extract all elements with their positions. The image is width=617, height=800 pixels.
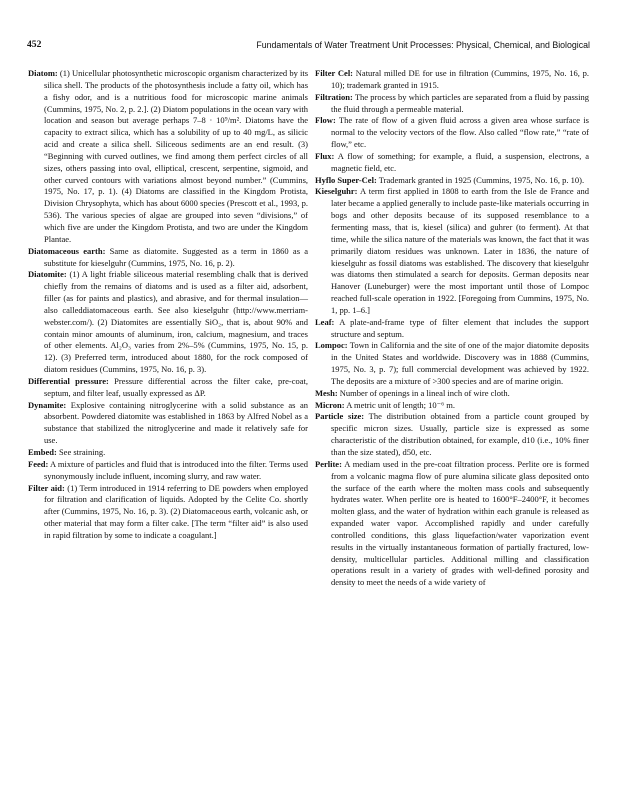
left-column <box>28 68 308 542</box>
glossary-definition: Town in California and the site of one of the major diatomite deposits in the United States and worldwide. Discovery was in 1888 (Cummins, 1975, No. 3, p. 7); full commercial development was achieved by 1922. The deposits are a mixture of >300 species and are of marine origin. <box>331 340 589 386</box>
glossary-definition: A mediam used in the pre-coat filtration process. Perlite ore is formed from a volcanic magma flow of pure alumina silicate glass deposited onto the surface of the earth where the molten mass cools and subsequently hydrates water. When perlite ore is heated to 1600°F–2400°F, it becomes molten glass, and the water of hydration within each granule is released as expanded water vapor. Accomplished rapidly and under carefully controlled conditions, this glass liquefaction/water vaporization event results in the virtually instantaneous formation of partially fractured, low-density, multicellular particles. Additional milling and classification operations result in a variety of grades with well-defined porosity and density to meet the needs of a wide variety of <box>331 458 589 588</box>
glossary-entry <box>28 376 308 400</box>
glossary-entry <box>28 459 308 483</box>
glossary-definition: The process by which particles are separated from a fluid by passing the fluid through a permeable material. <box>331 91 589 114</box>
glossary-definition: The rate of flow of a given fluid across a given area whose surface is normal to the velocity vectors of the flow. Also called “flow rate,” “rate of flow,” etc. <box>331 115 589 150</box>
glossary-term: Hyflo Super-Cel: <box>315 174 377 185</box>
glossary-term: Leaf: <box>315 316 335 327</box>
glossary-entry <box>315 411 589 458</box>
glossary-entry <box>315 400 589 412</box>
glossary-entry <box>315 175 589 187</box>
glossary-term: Diatomaceous earth: <box>28 245 106 256</box>
glossary-term: Embed: <box>28 447 57 457</box>
glossary-definition: Same as diatomite. Suggested as a term in 1860 as a substitute for kieselguhr (Cummins, 1975, No. 16, p. 2). <box>44 245 309 268</box>
glossary-entry <box>315 68 589 92</box>
glossary-entry <box>28 246 308 270</box>
glossary-definition: A flow of something; for example, a fluid, a suspension, electrons, a magnetic field, etc. <box>331 150 590 173</box>
glossary-definition: A mixture of particles and fluid that is introduced into the filter. Terms used synonymously include influent, incoming slurry, and raw water. <box>44 458 308 481</box>
glossary-term: Feed: <box>28 458 49 469</box>
glossary-term: Mesh: <box>315 387 338 398</box>
glossary-entry <box>315 388 589 400</box>
glossary-entry <box>28 400 308 447</box>
glossary-term: Lompoc: <box>315 340 348 351</box>
glossary-term: Flux: <box>315 150 335 161</box>
glossary-term: Particle size: <box>315 411 365 422</box>
glossary-definition: Explosive containing nitroglycerine with a solid substance as an absorbent. Powdered diatomite was established in 1863 by Alfred Nobel as a substance that stabilized the nitroglycerine and made it relatively safe for use. <box>44 399 308 446</box>
glossary-term: Filtration: <box>315 91 353 102</box>
glossary-definition: Natural milled DE for use in filtration (Cummins, 1975, No. 16, p. 10); trademark granted in 1915. <box>331 68 589 90</box>
right-column <box>315 68 589 589</box>
glossary-entry <box>28 447 308 459</box>
glossary-definition: (1) A light friable siliceous material resembling chalk that is derived chiefly from the remains of diatoms and is used as a filter aid, adsorbent, filler (as for paints and plastics), and abrasive, and for thermal insulation—also calleddiatomaceous earth. See also kieselguhr (http://www.merriam-webster.com/). (2) Diatomites are essentially SiO₂, that is, about 90% and contain minor amounts of aluminum, iron, calcium, magnesium, and traces of other elements. Al₂O₃ varies from 2%–5% (Cummins, 1975, No. 15, p. 12). (3) Preferred term, introduced about 1880, for the rock composed of diatom residues (Cummins, 1975, No. 16, p. 3). <box>44 269 309 375</box>
glossary-entry <box>28 68 308 246</box>
glossary-term: Perlite: <box>315 458 342 469</box>
glossary-definition: The distribution obtained from a particle count grouped by specific micron sizes. Usually, particle size is expressed as some characteristic of the distribution obtained, for example, d10 (i.e., 10% finer than the size stated), d50, etc. <box>331 411 589 457</box>
glossary-entry <box>28 269 308 376</box>
glossary-term: Micron: <box>315 399 345 410</box>
glossary-entry <box>315 115 589 151</box>
running-head <box>27 38 590 52</box>
glossary-term: Differential pressure: <box>28 375 109 386</box>
glossary-term: Flow: <box>315 115 336 126</box>
glossary-definition: A metric unit of length; 10⁻⁶ m. <box>346 399 455 410</box>
glossary-term: Filter aid: <box>28 482 65 493</box>
glossary-entry <box>315 459 589 589</box>
glossary-entry <box>315 151 589 175</box>
glossary-entry <box>28 483 308 542</box>
glossary-term: Kieselguhr: <box>315 186 358 197</box>
glossary-term: Diatomite: <box>28 269 67 280</box>
glossary-term: Diatom: <box>28 68 58 78</box>
glossary-entry <box>315 186 589 316</box>
glossary-term: Dynamite: <box>28 399 67 410</box>
glossary-definition: Number of openings in a lineal inch of wire cloth. <box>339 387 510 398</box>
glossary-definition: A term first applied in 1808 to earth from the Isle de France and later became a applied generally to include paste-like materials occurring in bogs and other deposits because of its supposed resemblance to a fermenting mass, that is, kiesel (silica) and guhrer (to ferment). At that time, while the silica nature of the materials was known, the fact that it was primarily diatom residues was unknown. Later in 1836, the nature of kieselguhr as fossil diatoms was established. The discovery that kieselguhr was diatoms then stimulated a search for deposits. German deposits near Hanover (Luneburger) were the most important until those of Lompoc reached full-scale operation in 1922. [Foregoing from Cummins, 1975, No. 1, pp. 1–6.] <box>331 186 589 315</box>
glossary-definition: Trademark granted in 1925 (Cummins, 1975, No. 16, p. 10). <box>378 174 585 185</box>
glossary-entry <box>315 317 589 341</box>
glossary-term: Filter Cel: <box>315 68 354 78</box>
glossary-entry <box>315 340 589 387</box>
page-number: 452 <box>27 39 42 50</box>
glossary-definition: (1) Unicellular photosynthetic microscopic organism characterized by its silica shell. The products of the photosynthesis include a fatty oil, which has a fishy odor, and is a nutritious food for microscopic marine animals (Cummins, 1975, No. 2, p. 2.]. (2) Diatom populations in the ocean vary with location and season but average perhaps 7–8 · 10⁹/m². Diatoms have the capacity to extract silica, which has a solubility of up to 40 mg/L, as silicic acid and create a silica shell. Siliceous sediments are an end result. (3) “Beginning with curved outlines, we find among them perfect circles of all sizes, others passing into oval, elliptical, crescent, serpentine, sigmoid, and other curved contours with variations almost beyond number.” (Cummins, 1975, No. 17, p. 1). (4) Diatoms are classified in the Kingdom Protista, Division Chrysophyta, which has about 6000 species (Prescott et al., 1993, p. 536). The various species of algae are grouped into seven “divisions,” of which five are under the Kingdom Protista, and two are under the Kingdom Plantae. <box>44 68 308 244</box>
book-title: Fundamentals of Water Treatment Unit Processes: Physical, Chemical, and Biological <box>256 40 590 50</box>
glossary-definition: A plate-and-frame type of filter element that includes the support structure and septum. <box>331 316 589 339</box>
glossary-definition: (1) Term introduced in 1914 referring to DE powders when employed for filtration and clarification of liquids. Adopted by the Celite Co. shortly after (Cummins, 1975, No. 16, p. 3). (2) Diatomaceous earth, volcanic ash, or other material that may form a filter cake. [The term “filter aid” is also used in rapid filtration by some to indicate a coagulant.] <box>44 482 309 540</box>
glossary-definition: See straining. <box>58 447 106 457</box>
glossary-definition: Pressure differential across the filter cake, pre-coat, septum, and filter leaf, usually expressed as ΔP. <box>44 375 308 398</box>
glossary-entry <box>315 92 589 116</box>
